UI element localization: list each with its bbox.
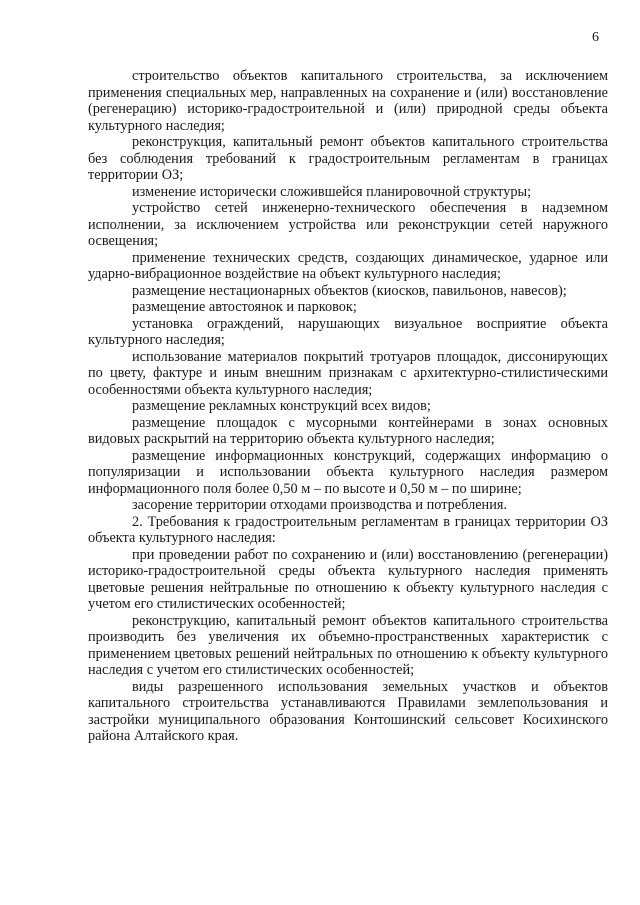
paragraph: засорение территории отходами производства и потребления. [132,497,508,513]
paragraph: применение технических средств, создающих динамическое, ударное или ударно-вибрационное воздействие на объект культурного наследия; [88,249,608,282]
paragraph: реконструкция, капитальный ремонт объектов капитального строительства без соблюдения требований к градостроительным регламентам в границах территории ОЗ; [88,134,608,183]
paragraph: использование материалов покрытий тротуаров площадок, диссонирующих по цвету, фактуре и иным внешним признакам с архитектурно-стилистическими особенностями объекта культурного наследия; [88,348,608,398]
body-text [88,68,608,745]
paragraph: размещение нестационарных объектов (киосков, павильонов, навесов); [132,282,567,299]
paragraph: изменение исторически сложившейся планировочной структуры; [132,183,532,200]
paragraph: при проведении работ по сохранению и (или) восстановлению (регенерации) историко-градостроительной среды объекта культурного наследия применять цветовые решения нейтральные по отношению к объекту культурного наследия с учетом его стилистических особенностей; [88,546,608,612]
paragraph: реконструкцию, капитальный ремонт объектов капитального строительства производить без увеличения их объемно-пространственных характеристик с применением цветовых решений нейтральных по отношению к объекту культурного наследия с учетом его стилистических особенностей; [88,612,608,678]
paragraph: виды разрешенного использования земельных участков и объектов капитального строительства устанавливаются Правилами землепользования и застройки муниципального образования Контошинский сельсовет Косихинского района Алтайского края. [88,678,608,744]
paragraph: устройство сетей инженерно-технического обеспечения в надземном исполнении, за исключением устройства или реконструкции сетей наружного освещения; [88,200,608,249]
paragraph: размещение площадок с мусорными контейнерами в зонах основных видовых раскрытий на территорию объекта культурного наследия; [88,414,608,447]
paragraph: установка ограждений, нарушающих визуальное восприятие объекта культурного наследия; [88,315,608,348]
paragraph: размещение автостоянок и парковок; [132,299,357,315]
paragraph: 2. Требования к градостроительным регламентам в границах территории ОЗ объекта культурного наследия: [88,513,608,546]
paragraph: размещение рекламных конструкций всех видов; [132,398,431,414]
paragraph: строительство объектов капитального строительства, за исключением применения специальных мер, направленных на сохранение и (или) восстановление (регенерацию) историко-градостроительной и (или) природной среды объекта культурного наследия; [88,68,608,134]
page-number: 6 [592,30,599,45]
paragraph: размещение информационных конструкций, содержащих информацию о популяризации и использовании объекта культурного наследия размером информационного поля более 0,50 м – по высоте и 0,50 м – по ширине; [88,447,608,497]
